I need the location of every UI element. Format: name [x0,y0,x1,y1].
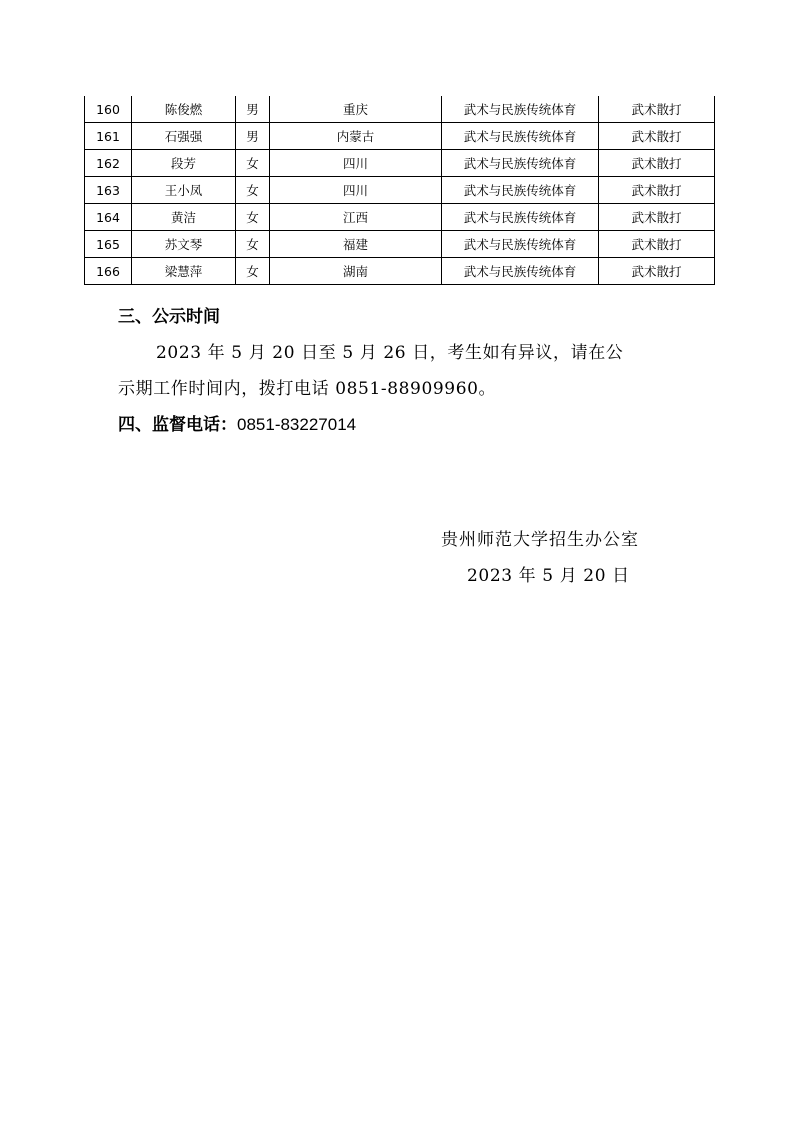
cell-number: 160 [85,96,132,123]
cell-sex: 女 [236,231,270,258]
cell-sex: 男 [236,96,270,123]
publicity-paragraph-line-1: 2023 年 5 月 20 日至 5 月 26 日，考生如有异议，请在公 [156,343,624,363]
table-row [85,204,715,231]
supervision-label: 四、监督电话： [118,415,237,435]
admission-table [84,96,715,285]
cell-number: 166 [85,258,132,285]
table-row [85,231,715,258]
cell-major: 武术与民族传统体育 [442,123,599,150]
cell-province: 福建 [270,231,442,258]
cell-name: 黄洁 [132,204,236,231]
cell-number: 165 [85,231,132,258]
table-row [85,150,715,177]
cell-sex: 女 [236,204,270,231]
publicity-paragraph-line-2: 示期工作时间内，拨打电话 0851-88909960。 [118,379,497,399]
cell-name: 苏文琴 [132,231,236,258]
cell-sex: 女 [236,177,270,204]
cell-major: 武术与民族传统体育 [442,258,599,285]
cell-name: 陈俊燃 [132,96,236,123]
cell-province: 湖南 [270,258,442,285]
cell-name: 石强强 [132,123,236,150]
cell-item: 武术散打 [599,177,715,204]
cell-sex: 女 [236,258,270,285]
cell-province: 重庆 [270,96,442,123]
cell-number: 162 [85,150,132,177]
cell-item: 武术散打 [599,231,715,258]
cell-major: 武术与民族传统体育 [442,177,599,204]
table-row [85,258,715,285]
cell-number: 164 [85,204,132,231]
cell-name: 段芳 [132,150,236,177]
cell-name: 王小凤 [132,177,236,204]
table-row [85,177,715,204]
cell-number: 163 [85,177,132,204]
cell-sex: 男 [236,123,270,150]
section-heading-publicity-period: 三、公示时间 [118,307,220,327]
issuing-office: 贵州师范大学招生办公室 [441,530,639,550]
cell-province: 四川 [270,150,442,177]
cell-major: 武术与民族传统体育 [442,231,599,258]
cell-province: 江西 [270,204,442,231]
cell-item: 武术散打 [599,204,715,231]
cell-major: 武术与民族传统体育 [442,150,599,177]
cell-item: 武术散打 [599,123,715,150]
cell-province: 四川 [270,177,442,204]
cell-province: 内蒙古 [270,123,442,150]
cell-major: 武术与民族传统体育 [442,96,599,123]
cell-name: 梁慧萍 [132,258,236,285]
cell-major: 武术与民族传统体育 [442,204,599,231]
cell-sex: 女 [236,150,270,177]
cell-item: 武术散打 [599,96,715,123]
cell-number: 161 [85,123,132,150]
supervision-phone-number: 0851-83227014 [237,415,357,434]
table-row [85,96,715,123]
issue-date: 2023 年 5 月 20 日 [467,566,630,586]
cell-item: 武术散打 [599,258,715,285]
table-row [85,123,715,150]
cell-item: 武术散打 [599,150,715,177]
section-heading-supervision-phone [118,410,356,435]
